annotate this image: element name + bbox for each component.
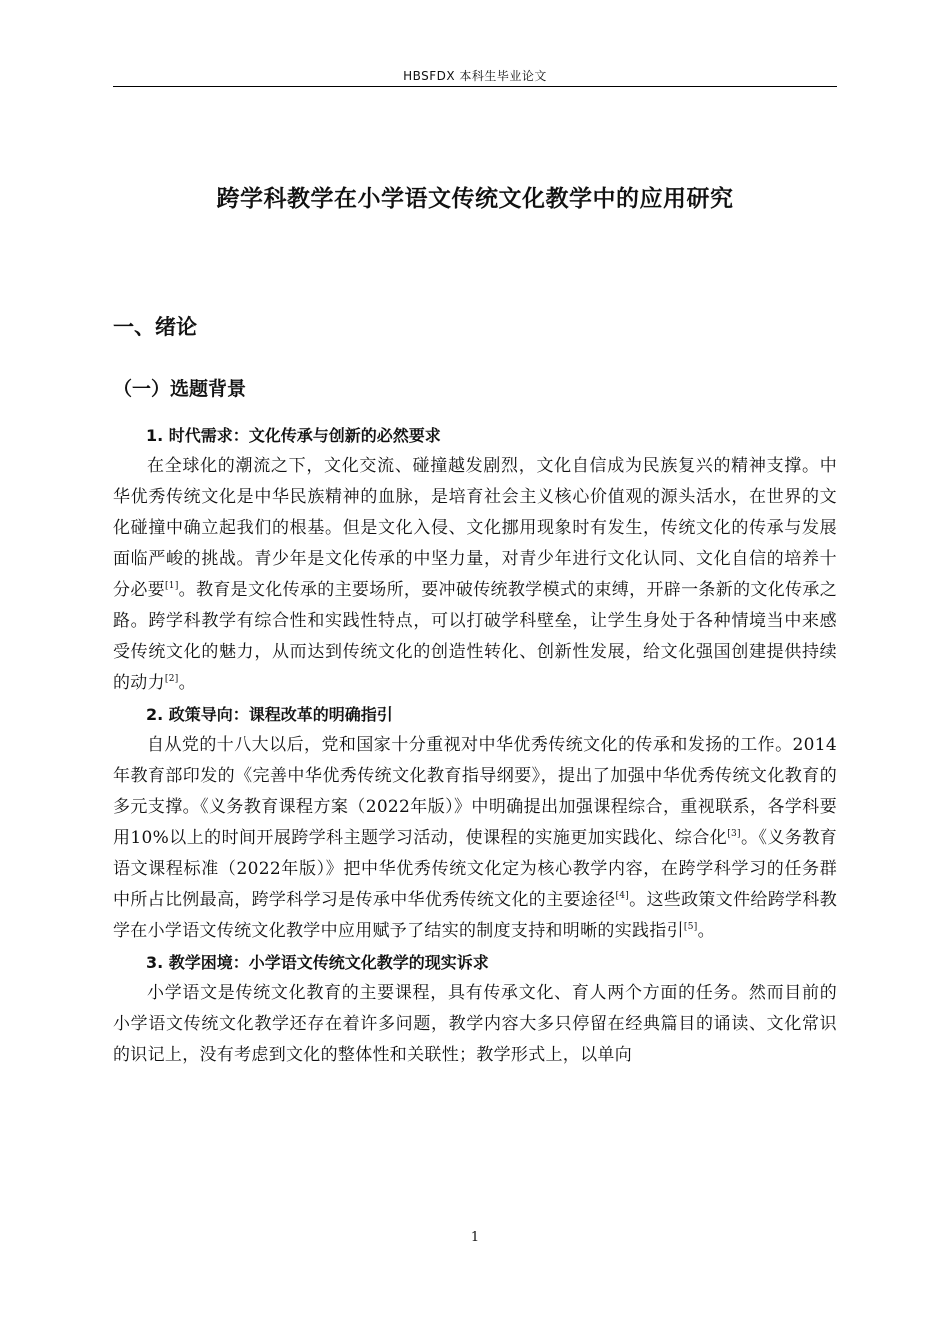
paper-title: 跨学科教学在小学语文传统文化教学中的应用研究 <box>216 186 734 212</box>
citation: [3] <box>727 829 741 839</box>
text-run: 。 <box>697 921 715 941</box>
paragraph <box>113 451 837 699</box>
citation: [5] <box>683 922 698 932</box>
running-header: HBSFDX 本科生毕业论文 <box>403 69 547 83</box>
text-run: 在全球化的潮流之下，文化交流、碰撞越发剧烈，文化自信成为民族复兴的精神支撑。中华优秀传统文化是中华民族精神的血脉，是培育社会主义核心价值观的源头活水，在世界的文化碰撞中确立起我们的根基。但是文化入侵、文化挪用现象时有发生，传统文化的传承与发展面临严峻的挑战。青少年是文化传承的中坚力量，对青少年进行文化认同、文化自信的培养十分必要 <box>113 456 837 600</box>
subsection-heading: 3. 教学困境：小学语文传统文化教学的现实诉求 <box>146 953 489 972</box>
text-run: 。 <box>178 673 196 693</box>
text-run: 。《义务教育语文课程标准（2022年版）》把中华优秀传统文化定为核心教学内容，在跨学科学习的任务群中所占比例最高，跨学科学习是传承中华优秀传统文化的主要途径 <box>113 828 837 910</box>
body-text <box>113 420 837 1071</box>
text-run: 。这些政策文件给跨学科教学在小学语文传统文化教学中应用赋予了结实的制度支持和明晰的实践指引 <box>113 890 837 941</box>
subsection-heading: 2. 政策导向：课程改革的明确指引 <box>146 705 393 724</box>
text-run: 小学语文是传统文化教育的主要课程，具有传承文化、育人两个方面的任务。然而目前的小学语文传统文化教学还存在着许多问题，教学内容大多只停留在经典篇目的诵读、文化常识的识记上，没有考虑到文化的整体性和关联性；教学形式上，以单向 <box>113 983 837 1065</box>
header-rule <box>113 86 837 87</box>
paragraph <box>113 978 837 1071</box>
section-heading: （一）选题背景 <box>113 378 247 400</box>
paragraph <box>113 730 837 947</box>
chapter-heading: 一、绪论 <box>113 315 197 339</box>
text-run: 。教育是文化传承的主要场所，要冲破传统教学模式的束缚，开辟一条新的文化传承之路。跨学科教学有综合性和实践性特点，可以打破学科壁垒，让学生身处于各种情境当中来感受传统文化的魅力，从而达到传统文化的创造性转化、创新性发展，给文化强国创建提供持续的动力 <box>113 580 837 693</box>
subsection-heading: 1. 时代需求：文化传承与创新的必然要求 <box>146 426 441 445</box>
citation: [2] <box>164 674 179 684</box>
citation: [4] <box>615 891 630 901</box>
page-number: 1 <box>470 1230 480 1245</box>
citation: [1] <box>164 581 179 591</box>
text-run: 自从党的十八大以后，党和国家十分重视对中华优秀传统文化的传承和发扬的工作。2014年教育部印发的《完善中华优秀传统文化教育指导纲要》，提出了加强中华优秀传统文化教育的多元支撑。《义务教育课程方案（2022年版）》中明确提出加强课程综合，重视联系，各学科要用10%以上的时间开展跨学科主题学习活动，使课程的实施更加实践化、综合化 <box>113 735 837 848</box>
